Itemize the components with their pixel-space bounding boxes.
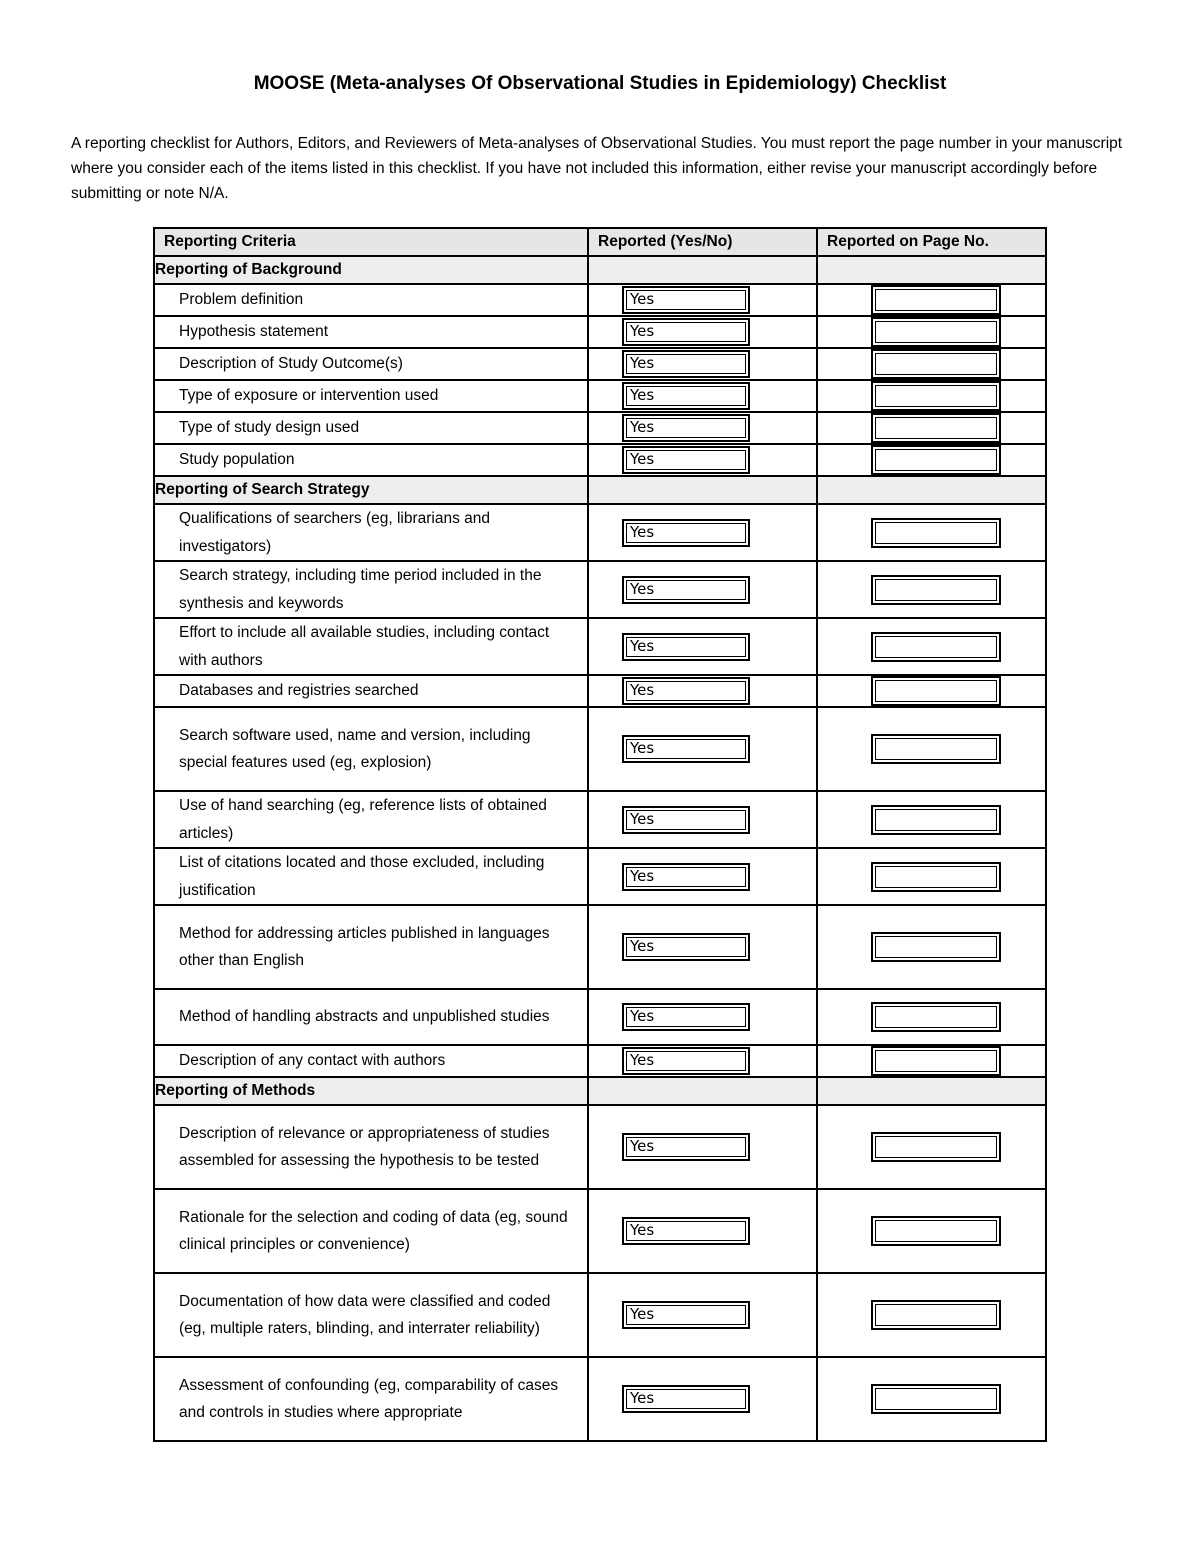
page-cell [817, 1105, 1046, 1189]
page-number-field[interactable] [871, 349, 1001, 379]
page-number-field[interactable] [871, 1216, 1001, 1246]
reported-cell [588, 348, 817, 380]
page-cell [817, 675, 1046, 707]
reported-field[interactable]: Yes [622, 863, 750, 891]
table-row [154, 1045, 1046, 1077]
page-number-field[interactable] [871, 932, 1001, 962]
criterion-label: Type of exposure or intervention used [154, 380, 588, 412]
section-empty-cell [588, 476, 817, 504]
reported-field[interactable]: Yes [622, 677, 750, 705]
table-row [154, 380, 1046, 412]
table-row [154, 561, 1046, 618]
page-cell [817, 848, 1046, 905]
table-row [154, 1105, 1046, 1189]
page-number-field[interactable] [871, 1132, 1001, 1162]
section-row [154, 1077, 1046, 1105]
page-cell [817, 380, 1046, 412]
table-row [154, 1189, 1046, 1273]
criterion-label: Description of any contact with authors [154, 1045, 588, 1077]
header-page-no: Reported on Page No. [817, 228, 1046, 256]
page-number-field[interactable] [871, 1002, 1001, 1032]
page-cell [817, 412, 1046, 444]
table-row [154, 618, 1046, 675]
page-number-field[interactable] [871, 1300, 1001, 1330]
criterion-label: Search software used, name and version, including special features used (eg, explosion) [154, 707, 588, 791]
reported-cell [588, 791, 817, 848]
page-number-field[interactable] [871, 632, 1001, 662]
reported-field[interactable]: Yes [622, 446, 750, 474]
criterion-label: Assessment of confounding (eg, comparability of cases and controls in studies where appropriate [154, 1357, 588, 1441]
reported-field[interactable]: Yes [622, 1385, 750, 1413]
reported-cell [588, 1273, 817, 1357]
reported-field[interactable]: Yes [622, 1133, 750, 1161]
intro-paragraph: A reporting checklist for Authors, Editors, and Reviewers of Meta-analyses of Observational Studies. You must report the page number in your manuscript where you consider each of the items listed in this checklist. If you have not included this information, either revise your manuscript accordingly before submitting or note N/A. [71, 135, 1123, 202]
page-cell [817, 905, 1046, 989]
reported-cell [588, 989, 817, 1045]
reported-cell [588, 1105, 817, 1189]
reported-cell [588, 444, 817, 476]
criterion-label: Search strategy, including time period included in the synthesis and keywords [154, 561, 588, 618]
reported-cell [588, 618, 817, 675]
page-number-field[interactable] [871, 1046, 1001, 1076]
reported-field[interactable]: Yes [622, 350, 750, 378]
criterion-label: Problem definition [154, 284, 588, 316]
criterion-label: Description of relevance or appropriateness of studies assembled for assessing the hypothesis to be tested [154, 1105, 588, 1189]
criterion-label: Type of study design used [154, 412, 588, 444]
page-cell [817, 316, 1046, 348]
table-row [154, 412, 1046, 444]
page-number-field[interactable] [871, 734, 1001, 764]
section-title: Reporting of Search Strategy [154, 476, 588, 504]
page-title: MOOSE (Meta-analyses Of Observational Studies in Epidemiology) Checklist [253, 73, 947, 94]
page-number-field[interactable] [871, 676, 1001, 706]
criterion-label: Description of Study Outcome(s) [154, 348, 588, 380]
table-row [154, 989, 1046, 1045]
reported-cell [588, 848, 817, 905]
reported-field[interactable]: Yes [622, 1003, 750, 1031]
section-empty-cell [588, 256, 817, 284]
criterion-label: Documentation of how data were classified and coded (eg, multiple raters, blinding, and interrater reliability) [154, 1273, 588, 1357]
page-cell [817, 1189, 1046, 1273]
reported-cell [588, 504, 817, 561]
page-number-field[interactable] [871, 862, 1001, 892]
reported-field[interactable]: Yes [622, 1217, 750, 1245]
section-empty-cell [817, 256, 1046, 284]
page-number-field[interactable] [871, 1384, 1001, 1414]
section-row [154, 476, 1046, 504]
table-row [154, 791, 1046, 848]
criterion-label: Hypothesis statement [154, 316, 588, 348]
table-row [154, 1273, 1046, 1357]
page-number-field[interactable] [871, 381, 1001, 411]
table-row [154, 675, 1046, 707]
page-cell [817, 504, 1046, 561]
page-cell [817, 444, 1046, 476]
table-row [154, 905, 1046, 989]
reported-cell [588, 1045, 817, 1077]
page-cell [817, 791, 1046, 848]
checklist-body [154, 256, 1046, 1441]
table-row [154, 504, 1046, 561]
section-empty-cell [817, 1077, 1046, 1105]
table-row [154, 284, 1046, 316]
reported-cell [588, 1357, 817, 1441]
table-row [154, 1357, 1046, 1441]
page-cell [817, 284, 1046, 316]
table-row [154, 707, 1046, 791]
reported-cell [588, 316, 817, 348]
section-empty-cell [817, 476, 1046, 504]
criterion-label: Method for addressing articles published in languages other than English [154, 905, 588, 989]
criterion-label: Databases and registries searched [154, 675, 588, 707]
reported-cell [588, 380, 817, 412]
table-row [154, 848, 1046, 905]
section-title: Reporting of Methods [154, 1077, 588, 1105]
criterion-label: Rationale for the selection and coding of data (eg, sound clinical principles or convenience) [154, 1189, 588, 1273]
reported-field[interactable]: Yes [622, 318, 750, 346]
page-number-field[interactable] [871, 445, 1001, 475]
reported-cell [588, 1189, 817, 1273]
page-number-field[interactable] [871, 285, 1001, 315]
header-reported: Reported (Yes/No) [588, 228, 817, 256]
page-number-field[interactable] [871, 805, 1001, 835]
section-empty-cell [588, 1077, 817, 1105]
reported-cell [588, 561, 817, 618]
criterion-label: List of citations located and those excluded, including justification [154, 848, 588, 905]
reported-field[interactable]: Yes [622, 1301, 750, 1329]
page-number-field[interactable] [871, 317, 1001, 347]
page-cell [817, 618, 1046, 675]
table-header-row [154, 228, 1046, 256]
page-cell [817, 989, 1046, 1045]
section-row [154, 256, 1046, 284]
page-cell [817, 707, 1046, 791]
reported-field[interactable]: Yes [622, 806, 750, 834]
reported-cell [588, 707, 817, 791]
reported-field[interactable]: Yes [622, 286, 750, 314]
section-title: Reporting of Background [154, 256, 588, 284]
reported-field[interactable]: Yes [622, 519, 750, 547]
criterion-label: Method of handling abstracts and unpublished studies [154, 989, 588, 1045]
page-cell [817, 1357, 1046, 1441]
page-number-field[interactable] [871, 575, 1001, 605]
page-cell [817, 1273, 1046, 1357]
page-cell [817, 348, 1046, 380]
reported-field[interactable]: Yes [622, 633, 750, 661]
reported-field[interactable]: Yes [622, 735, 750, 763]
reported-field[interactable]: Yes [622, 382, 750, 410]
reported-cell [588, 675, 817, 707]
reported-field[interactable]: Yes [622, 933, 750, 961]
page-number-field[interactable] [871, 518, 1001, 548]
reported-cell [588, 284, 817, 316]
criterion-label: Qualifications of searchers (eg, librarians and investigators) [154, 504, 588, 561]
reported-field[interactable]: Yes [622, 414, 750, 442]
reported-cell [588, 412, 817, 444]
reported-field[interactable]: Yes [622, 576, 750, 604]
criterion-label: Effort to include all available studies, including contact with authors [154, 618, 588, 675]
reported-field[interactable]: Yes [622, 1047, 750, 1075]
page-cell [817, 561, 1046, 618]
checklist-table [153, 227, 1047, 1442]
table-row [154, 316, 1046, 348]
page-cell [817, 1045, 1046, 1077]
table-row [154, 444, 1046, 476]
table-row [154, 348, 1046, 380]
reported-cell [588, 905, 817, 989]
criterion-label: Use of hand searching (eg, reference lists of obtained articles) [154, 791, 588, 848]
header-criteria: Reporting Criteria [154, 228, 588, 256]
page-number-field[interactable] [871, 413, 1001, 443]
criterion-label: Study population [154, 444, 588, 476]
